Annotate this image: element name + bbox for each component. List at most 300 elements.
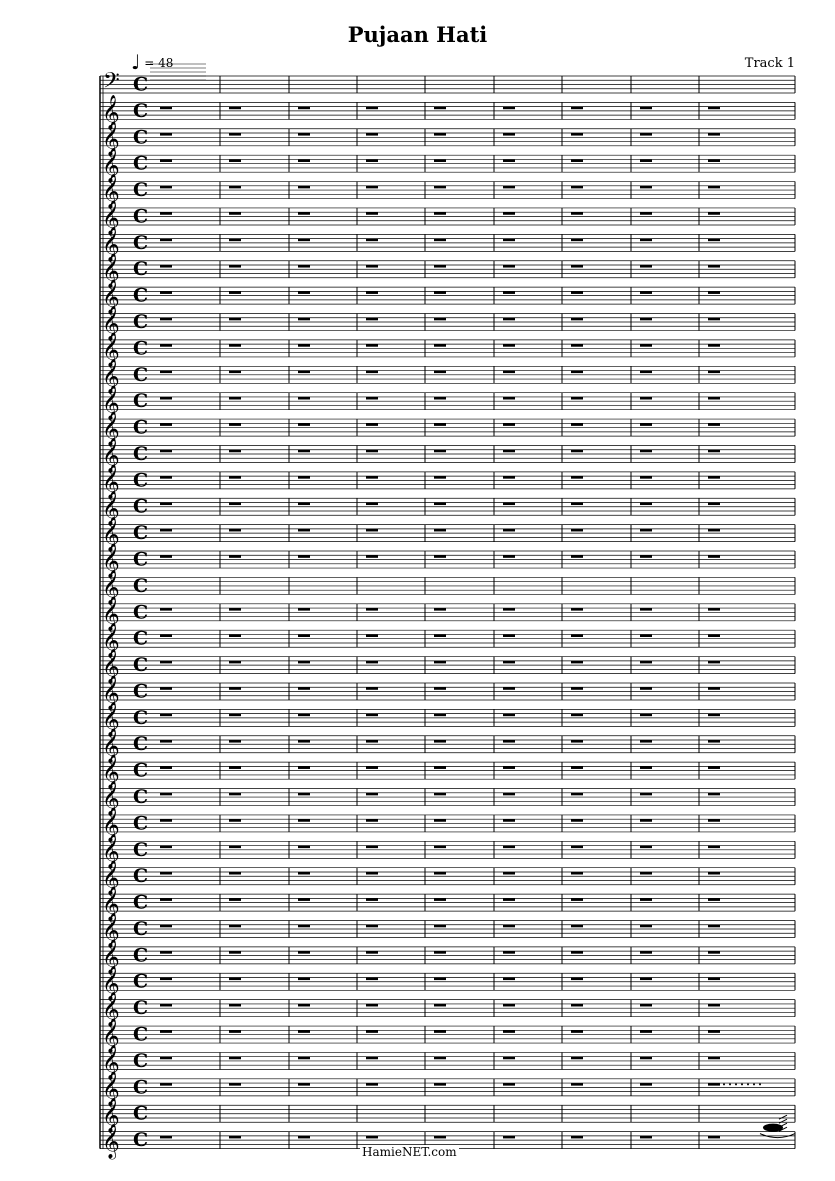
whole-rest-icon (434, 159, 446, 162)
whole-rest-icon (503, 898, 515, 901)
whole-rest-icon (229, 714, 241, 717)
whole-rest-icon (503, 925, 515, 928)
whole-rest-icon (503, 107, 515, 110)
whole-rest-icon (503, 239, 515, 242)
whole-rest-icon (229, 740, 241, 743)
time-signature: C (133, 390, 149, 413)
time-signature: C (133, 522, 149, 545)
whole-rest-icon (503, 186, 515, 189)
whole-rest-icon (229, 265, 241, 268)
whole-rest-icon (434, 819, 446, 822)
time-signature: C (133, 152, 149, 175)
whole-rest-icon (160, 898, 172, 901)
whole-rest-icon (366, 951, 378, 954)
whole-rest-icon (708, 371, 720, 374)
whole-rest-icon (640, 239, 652, 242)
whole-rest-icon (640, 265, 652, 268)
tempo-value: = 48 (144, 56, 174, 70)
whole-rest-icon (434, 133, 446, 136)
whole-rest-icon (229, 1004, 241, 1007)
whole-rest-icon (640, 423, 652, 426)
whole-rest-icon (160, 634, 172, 637)
whole-rest-icon (229, 687, 241, 690)
whole-rest-icon (229, 872, 241, 875)
whole-rest-icon (160, 714, 172, 717)
treble-clef-icon: 𝄞 (102, 358, 120, 394)
whole-rest-icon (298, 344, 310, 347)
whole-rest-icon (571, 608, 583, 611)
whole-rest-icon (298, 133, 310, 136)
time-signature: C (133, 654, 149, 677)
whole-rest-icon (503, 212, 515, 215)
whole-rest-icon (708, 397, 720, 400)
whole-rest-icon (434, 186, 446, 189)
whole-rest-icon (229, 951, 241, 954)
whole-rest-icon (708, 555, 720, 558)
whole-rest-icon (298, 898, 310, 901)
whole-rest-icon (503, 793, 515, 796)
time-signature: C (133, 759, 149, 782)
whole-rest-icon (366, 371, 378, 374)
whole-rest-icon (503, 819, 515, 822)
whole-rest-icon (366, 397, 378, 400)
whole-rest-icon (708, 608, 720, 611)
time-signature: C (133, 99, 149, 122)
whole-rest-icon (503, 608, 515, 611)
time-signature: C (133, 627, 149, 650)
whole-rest-icon (298, 503, 310, 506)
whole-rest-icon (434, 1136, 446, 1139)
whole-rest-icon (298, 687, 310, 690)
treble-clef-icon: 𝄞 (102, 332, 120, 368)
whole-rest-icon (298, 714, 310, 717)
whole-rest-icon (434, 1083, 446, 1086)
whole-rest-icon (640, 529, 652, 532)
whole-rest-icon (503, 555, 515, 558)
whole-rest-icon (366, 212, 378, 215)
whole-rest-icon (366, 107, 378, 110)
whole-rest-icon (298, 1057, 310, 1060)
whole-rest-icon (434, 423, 446, 426)
whole-rest-icon (366, 714, 378, 717)
whole-rest-icon (298, 529, 310, 532)
whole-rest-icon (366, 555, 378, 558)
whole-rest-icon (366, 344, 378, 347)
whole-rest-icon (503, 714, 515, 717)
whole-rest-icon (708, 133, 720, 136)
whole-rest-icon (708, 107, 720, 110)
whole-rest-icon (229, 846, 241, 849)
whole-rest-icon (708, 503, 720, 506)
time-signature: C (133, 337, 149, 360)
whole-rest-icon (434, 1057, 446, 1060)
treble-clef-icon: 𝄞 (102, 754, 120, 790)
whole-rest-icon (708, 925, 720, 928)
whole-rest-icon (571, 1136, 583, 1139)
treble-clef-icon: 𝄞 (102, 913, 120, 949)
whole-rest-icon (571, 978, 583, 981)
whole-rest-icon (366, 925, 378, 928)
whole-rest-icon (571, 318, 583, 321)
whole-rest-icon (571, 265, 583, 268)
time-signature: C (133, 416, 149, 439)
whole-rest-icon (160, 819, 172, 822)
whole-rest-icon (160, 608, 172, 611)
treble-clef-icon: 𝄞 (102, 833, 120, 869)
treble-clef-icon: 𝄞 (102, 226, 120, 262)
whole-rest-icon (503, 1083, 515, 1086)
whole-rest-icon (229, 925, 241, 928)
whole-rest-icon (434, 846, 446, 849)
treble-clef-icon: 𝄞 (102, 490, 120, 526)
whole-rest-icon (298, 1083, 310, 1086)
whole-rest-icon (708, 318, 720, 321)
treble-clef-icon: 𝄞 (102, 649, 120, 685)
whole-rest-icon (229, 555, 241, 558)
treble-clef-icon: 𝄞 (102, 200, 120, 236)
whole-rest-icon (229, 1057, 241, 1060)
whole-rest-icon (298, 846, 310, 849)
whole-rest-icon (160, 687, 172, 690)
time-signature: C (133, 733, 149, 756)
treble-clef-icon: 𝄞 (102, 622, 120, 658)
whole-rest-icon (366, 766, 378, 769)
whole-rest-icon (708, 423, 720, 426)
dot (723, 1083, 725, 1085)
whole-rest-icon (366, 740, 378, 743)
time-signature: C (133, 601, 149, 624)
whole-rest-icon (366, 291, 378, 294)
whole-rest-icon (571, 1083, 583, 1086)
whole-rest-icon (640, 476, 652, 479)
treble-clef-icon: 𝄞 (102, 860, 120, 896)
whole-rest-icon (160, 371, 172, 374)
whole-rest-icon (298, 212, 310, 215)
whole-rest-icon (708, 898, 720, 901)
time-signature: C (133, 1049, 149, 1072)
whole-rest-icon (434, 503, 446, 506)
whole-rest-icon (229, 397, 241, 400)
whole-rest-icon (366, 529, 378, 532)
whole-rest-icon (366, 1136, 378, 1139)
whole-rest-icon (434, 529, 446, 532)
whole-rest-icon (229, 634, 241, 637)
time-signature: C (133, 1023, 149, 1046)
whole-rest-icon (434, 793, 446, 796)
whole-rest-icon (571, 687, 583, 690)
whole-rest-icon (708, 951, 720, 954)
whole-rest-icon (434, 397, 446, 400)
time-signature: C (133, 944, 149, 967)
whole-rest-icon (160, 107, 172, 110)
whole-rest-icon (708, 265, 720, 268)
whole-rest-icon (708, 239, 720, 242)
whole-rest-icon (229, 608, 241, 611)
whole-rest-icon (298, 1004, 310, 1007)
flag-icon (779, 1119, 787, 1123)
time-signature: C (133, 917, 149, 940)
whole-rest-icon (229, 186, 241, 189)
whole-rest-icon (298, 872, 310, 875)
treble-clef-icon: 𝄞 (102, 121, 120, 157)
whole-rest-icon (708, 212, 720, 215)
whole-rest-icon (503, 371, 515, 374)
bass-clef-icon: 𝄢 (103, 68, 120, 99)
dot (729, 1083, 731, 1085)
whole-rest-icon (640, 951, 652, 954)
dot (747, 1083, 749, 1085)
whole-rest-icon (640, 450, 652, 453)
time-signature: C (133, 970, 149, 993)
whole-rest-icon (366, 898, 378, 901)
whole-rest-icon (434, 608, 446, 611)
whole-rest-icon (708, 1083, 720, 1086)
whole-rest-icon (229, 159, 241, 162)
whole-rest-icon (503, 291, 515, 294)
whole-rest-icon (160, 291, 172, 294)
treble-clef-icon: 𝄞 (102, 253, 120, 289)
whole-rest-icon (503, 529, 515, 532)
whole-rest-icon (434, 476, 446, 479)
whole-rest-icon (571, 186, 583, 189)
whole-rest-icon (160, 740, 172, 743)
time-signature: C (133, 284, 149, 307)
whole-rest-icon (298, 318, 310, 321)
whole-rest-icon (160, 978, 172, 981)
whole-rest-icon (160, 951, 172, 954)
track-label: Track 1 (744, 56, 795, 71)
whole-rest-icon (298, 740, 310, 743)
treble-clef-icon: 𝄞 (102, 1124, 120, 1160)
treble-clef-icon: 𝄞 (102, 992, 120, 1028)
whole-rest-icon (640, 133, 652, 136)
whole-rest-icon (160, 1136, 172, 1139)
whole-rest-icon (229, 318, 241, 321)
whole-rest-icon (434, 318, 446, 321)
whole-rest-icon (571, 766, 583, 769)
whole-rest-icon (571, 503, 583, 506)
whole-rest-icon (640, 1057, 652, 1060)
whole-rest-icon (708, 450, 720, 453)
time-signature: C (133, 231, 149, 254)
whole-rest-icon (160, 846, 172, 849)
whole-rest-icon (503, 1057, 515, 1060)
whole-rest-icon (708, 793, 720, 796)
whole-rest-icon (571, 1057, 583, 1060)
whole-rest-icon (298, 925, 310, 928)
whole-rest-icon (434, 291, 446, 294)
whole-rest-icon (571, 898, 583, 901)
treble-clef-icon: 𝄞 (102, 728, 120, 764)
whole-rest-icon (366, 476, 378, 479)
treble-clef-icon: 𝄞 (102, 1071, 120, 1107)
whole-rest-icon (640, 925, 652, 928)
whole-rest-icon (571, 397, 583, 400)
whole-rest-icon (503, 476, 515, 479)
whole-rest-icon (160, 239, 172, 242)
whole-rest-icon (229, 819, 241, 822)
time-signature: C (133, 548, 149, 571)
time-signature: C (133, 838, 149, 861)
whole-rest-icon (571, 133, 583, 136)
whole-rest-icon (640, 1083, 652, 1086)
whole-rest-icon (640, 872, 652, 875)
whole-rest-icon (160, 1004, 172, 1007)
whole-rest-icon (229, 793, 241, 796)
whole-rest-icon (366, 793, 378, 796)
time-signature: C (133, 258, 149, 281)
whole-rest-icon (366, 423, 378, 426)
whole-rest-icon (640, 159, 652, 162)
time-signature: C (133, 363, 149, 386)
whole-rest-icon (640, 687, 652, 690)
treble-clef-icon: 𝄞 (102, 1097, 120, 1133)
treble-clef-icon: 𝄞 (102, 701, 120, 737)
whole-rest-icon (229, 450, 241, 453)
treble-clef-icon: 𝄞 (102, 411, 120, 447)
whole-rest-icon (366, 159, 378, 162)
whole-rest-icon (366, 687, 378, 690)
whole-rest-icon (571, 1030, 583, 1033)
whole-rest-icon (708, 1030, 720, 1033)
treble-clef-icon: 𝄞 (102, 438, 120, 474)
whole-rest-icon (640, 608, 652, 611)
whole-rest-icon (160, 661, 172, 664)
time-signature: C (133, 495, 149, 518)
whole-rest-icon (571, 159, 583, 162)
dot (741, 1083, 743, 1085)
whole-rest-icon (434, 925, 446, 928)
whole-rest-icon (298, 634, 310, 637)
whole-rest-icon (503, 687, 515, 690)
whole-rest-icon (571, 529, 583, 532)
whole-rest-icon (366, 503, 378, 506)
whole-rest-icon (298, 423, 310, 426)
whole-rest-icon (708, 344, 720, 347)
whole-rest-icon (571, 872, 583, 875)
treble-clef-icon: 𝄞 (102, 781, 120, 817)
whole-rest-icon (160, 793, 172, 796)
whole-rest-icon (366, 978, 378, 981)
whole-rest-icon (160, 503, 172, 506)
whole-rest-icon (160, 766, 172, 769)
whole-rest-icon (640, 291, 652, 294)
whole-rest-icon (640, 503, 652, 506)
whole-rest-icon (503, 503, 515, 506)
whole-rest-icon (571, 107, 583, 110)
whole-rest-icon (640, 318, 652, 321)
time-signature: C (133, 680, 149, 703)
whole-rest-icon (640, 555, 652, 558)
whole-rest-icon (434, 450, 446, 453)
whole-rest-icon (708, 978, 720, 981)
whole-rest-icon (503, 766, 515, 769)
whole-rest-icon (571, 661, 583, 664)
time-signature: C (133, 574, 149, 597)
whole-rest-icon (640, 397, 652, 400)
whole-rest-icon (366, 186, 378, 189)
dot (735, 1083, 737, 1085)
time-signature: C (133, 179, 149, 202)
whole-rest-icon (229, 1030, 241, 1033)
whole-rest-icon (434, 687, 446, 690)
whole-rest-icon (503, 133, 515, 136)
whole-rest-icon (503, 159, 515, 162)
whole-rest-icon (160, 186, 172, 189)
whole-rest-icon (160, 212, 172, 215)
whole-rest-icon (708, 819, 720, 822)
whole-rest-icon (571, 555, 583, 558)
whole-rest-icon (640, 107, 652, 110)
time-signature: C (133, 786, 149, 809)
whole-rest-icon (298, 397, 310, 400)
time-signature: C (133, 706, 149, 729)
whole-rest-icon (571, 344, 583, 347)
whole-rest-icon (160, 423, 172, 426)
whole-rest-icon (571, 819, 583, 822)
whole-rest-icon (434, 872, 446, 875)
whole-rest-icon (160, 1030, 172, 1033)
score-title: Pujaan Hati (347, 22, 488, 47)
whole-rest-icon (298, 1030, 310, 1033)
whole-rest-icon (298, 555, 310, 558)
whole-rest-icon (229, 1136, 241, 1139)
whole-rest-icon (298, 291, 310, 294)
whole-rest-icon (503, 1030, 515, 1033)
whole-rest-icon (640, 846, 652, 849)
whole-rest-icon (640, 186, 652, 189)
whole-rest-icon (160, 344, 172, 347)
whole-rest-icon (503, 450, 515, 453)
whole-rest-icon (434, 344, 446, 347)
whole-rest-icon (160, 555, 172, 558)
treble-clef-icon: 𝄞 (102, 1045, 120, 1081)
whole-rest-icon (434, 766, 446, 769)
whole-rest-icon (229, 423, 241, 426)
whole-rest-icon (298, 793, 310, 796)
whole-rest-icon (229, 529, 241, 532)
whole-rest-icon (640, 634, 652, 637)
whole-rest-icon (229, 898, 241, 901)
treble-clef-icon: 𝄞 (102, 886, 120, 922)
whole-rest-icon (366, 1030, 378, 1033)
whole-rest-icon (571, 291, 583, 294)
whole-rest-icon (708, 529, 720, 532)
whole-rest-icon (229, 133, 241, 136)
whole-rest-icon (434, 265, 446, 268)
whole-rest-icon (503, 846, 515, 849)
whole-rest-icon (298, 476, 310, 479)
whole-rest-icon (298, 978, 310, 981)
whole-rest-icon (640, 1030, 652, 1033)
treble-clef-icon: 𝄞 (102, 675, 120, 711)
whole-rest-icon (229, 371, 241, 374)
whole-rest-icon (708, 714, 720, 717)
whole-rest-icon (229, 239, 241, 242)
whole-rest-icon (160, 476, 172, 479)
whole-rest-icon (229, 1083, 241, 1086)
treble-clef-icon: 𝄞 (102, 306, 120, 342)
whole-rest-icon (434, 978, 446, 981)
whole-rest-icon (708, 476, 720, 479)
whole-rest-icon (366, 265, 378, 268)
whole-rest-icon (571, 212, 583, 215)
whole-rest-icon (708, 291, 720, 294)
whole-rest-icon (708, 661, 720, 664)
whole-rest-icon (640, 1004, 652, 1007)
treble-clef-icon: 𝄞 (102, 939, 120, 975)
whole-rest-icon (366, 846, 378, 849)
